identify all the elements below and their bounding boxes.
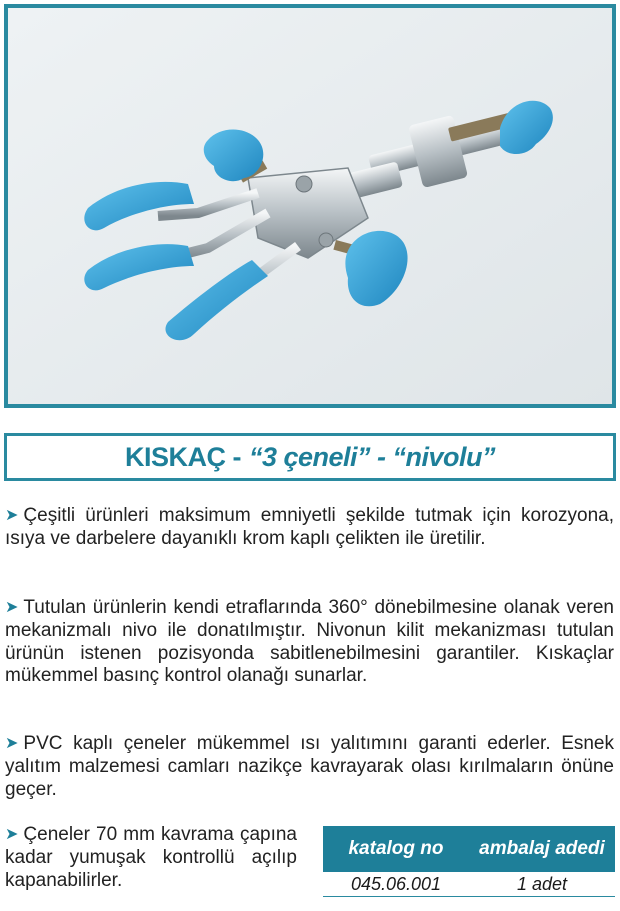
description-paragraph — [5, 733, 614, 801]
clamp-illustration — [8, 8, 612, 404]
description-paragraph — [5, 505, 614, 551]
product-title — [4, 433, 616, 481]
product-photo — [4, 4, 616, 408]
paragraph-text: Çeneler 70 mm kavrama çapına kadar yumuşak kontrollü açılıp kapanabilirler. — [5, 824, 297, 891]
catalog-table — [323, 826, 615, 897]
paragraph-text: PVC kaplı çeneler mükemmel ısı yalıtımını garanti ederler. Esnek yalıtım malzemesi camları nazikçe kavrayarak olası kırılmaların önüne geçer. — [5, 733, 614, 800]
title-subtitle: “3 çeneli” - “nivolu” — [248, 441, 496, 472]
catalog-number: 045.06.001 — [350, 874, 442, 894]
chevron-right-icon: ➤ — [5, 826, 19, 843]
title-main: KISKAÇ - — [124, 441, 241, 472]
paragraph-text: Tutulan ürünlerin kendi etraflarında 360° dönebilmesine olanak veren mekanizmalı nivo ile donatılmıştır. Nivonun kilit mekanizması tutulan ürünün istenen pozisyonda sabitlenebilmesini garantiler. Kıskaçlar mükemmel basınç kontrol olanağı sunarlar. — [5, 597, 614, 687]
chevron-right-icon: ➤ — [5, 507, 19, 524]
table-row — [323, 872, 615, 897]
header-package-qty: ambalaj adedi — [479, 838, 605, 859]
description-paragraph — [5, 597, 614, 688]
header-catalog-no: katalog no — [348, 838, 444, 859]
catalog-table-header — [323, 826, 615, 872]
paragraph-text: Çeşitli ürünleri maksimum emniyetli şekilde tutmak için korozyona, ısıya ve darbelere dayanıklı krom kaplı çelikten ile üretilir. — [5, 505, 614, 550]
chevron-right-icon: ➤ — [5, 735, 19, 752]
package-quantity: 1 adet — [516, 874, 568, 894]
chevron-right-icon: ➤ — [5, 599, 19, 616]
description-paragraph — [5, 824, 297, 892]
